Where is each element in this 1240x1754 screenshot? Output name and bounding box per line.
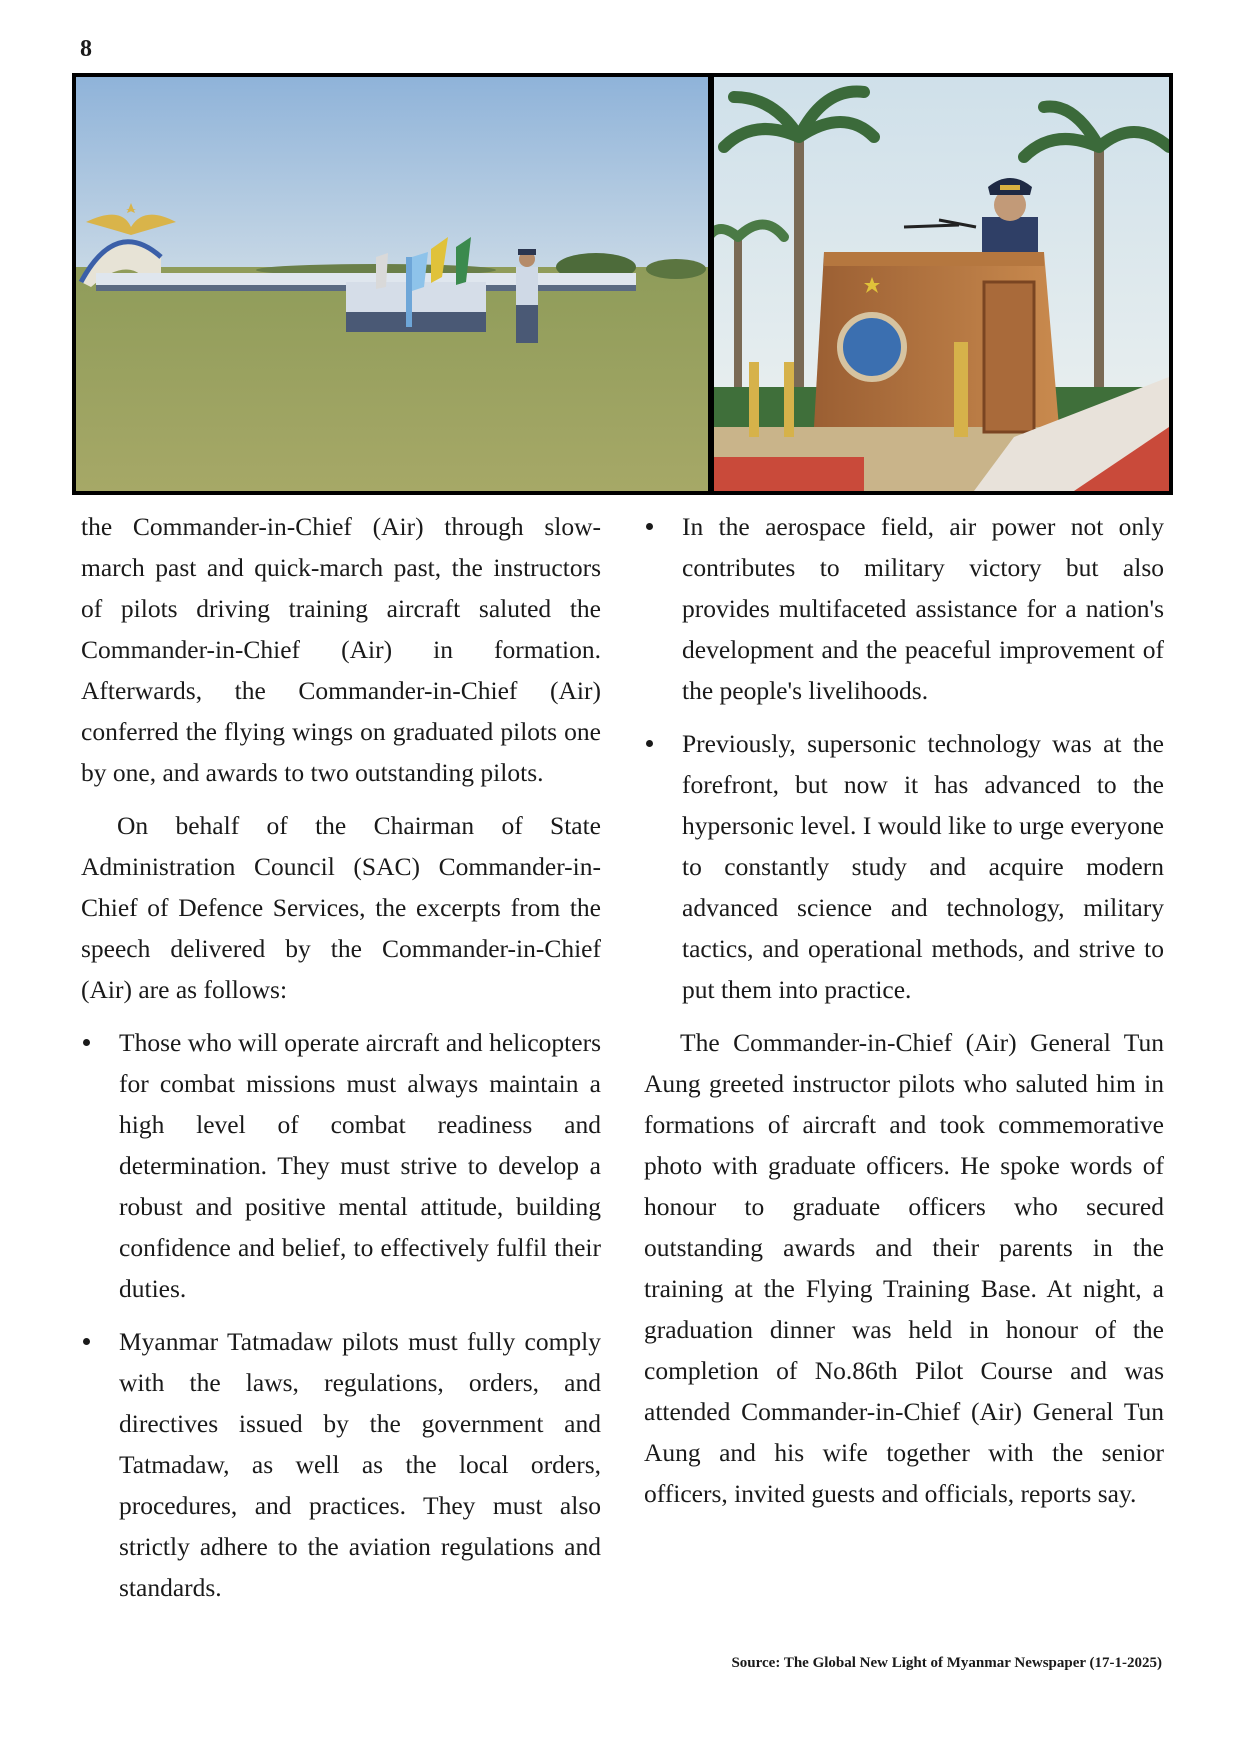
source-credit: Source: The Global New Light of Myanmar Newspaper (17-1-2025) bbox=[731, 1655, 1162, 1671]
parade-ground-photo bbox=[72, 73, 712, 495]
left-paragraph-2: On behalf of the Chairman of State Administration Council (SAC) Commander-in-Chief of Defence Services, the excerpts from the speech delivered by the Commander-in-Chief (Air) are as follows: bbox=[81, 811, 601, 1004]
page-number: 8 bbox=[80, 36, 92, 62]
speaker-podium-illustration bbox=[714, 77, 1169, 491]
left-paragraph-1: the Commander-in-Chief (Air) through slow-march past and quick-march past, the instructors of pilots driving training aircraft saluted the Commander-in-Chief (Air) in formation. Afterwards, the Commander-in-Chief (Air) conferred the flying wings on graduated pilots one by one, and awards to two outstanding pilots. bbox=[81, 512, 601, 787]
list-item: In the aerospace field, air power not only contributes to military victory but also provides multifaceted assistance for a nation's development and the peaceful improvement of the people's livelihoods. bbox=[644, 506, 1164, 711]
list-item: Myanmar Tatmadaw pilots must fully comply with the laws, regulations, orders, and directives issued by the government and Tatmadaw, as well as the local orders, procedures, and practices. They must also strictly adhere to the aviation regulations and standards. bbox=[81, 1321, 601, 1608]
left-bullet-list bbox=[81, 1022, 601, 1608]
right-column bbox=[644, 506, 1164, 1526]
right-paragraph-1: The Commander-in-Chief (Air) General Tun Aung greeted instructor pilots who saluted him in formations of aircraft and took commemorative photo with graduate officers. He spoke words of honour to graduate officers who secured outstanding awards and their parents in the training at the Flying Training Base. At night, a graduation dinner was held in honour of the completion of No.86th Pilot Course and was attended Commander-in-Chief (Air) General Tun Aung and his wife together with the senior officers, invited guests and officials, reports say. bbox=[644, 1028, 1164, 1508]
speaker-podium-photo bbox=[710, 73, 1173, 495]
left-column bbox=[81, 506, 601, 1620]
parade-ground-illustration bbox=[76, 77, 708, 491]
right-bullet-list bbox=[644, 506, 1164, 1010]
list-item: Previously, supersonic technology was at the forefront, but now it has advanced to the hypersonic level. I would like to urge everyone to constantly study and acquire modern advanced science and technology, military tactics, and operational methods, and strive to put them into practice. bbox=[644, 723, 1164, 1010]
list-item: Those who will operate aircraft and helicopters for combat missions must always maintain a high level of combat readiness and determination. They must strive to develop a robust and positive mental attitude, building confidence and belief, to effectively fulfil their duties. bbox=[81, 1022, 601, 1309]
